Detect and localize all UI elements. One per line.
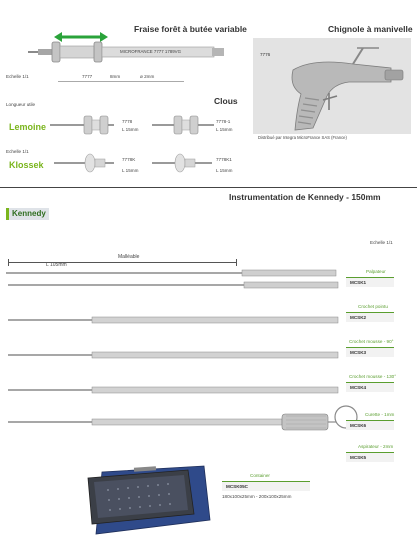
container-dims: 180x100x25mm - 200x100x25mm <box>222 494 292 499</box>
nail-len-3: L 15mm <box>122 168 139 173</box>
fraise-underline <box>58 81 184 82</box>
instrument-name-3: Crochet mousse - 90° <box>349 339 394 344</box>
length-dimension-line <box>8 262 236 263</box>
length-dim-tick-right <box>236 259 237 266</box>
malleable-label: Malléable <box>118 254 140 260</box>
container-ref: MCSK05C <box>222 481 310 491</box>
chignole-note: Distribué par Integra MicroFrance SAS (France) <box>258 135 347 140</box>
instrument-curette <box>8 385 342 395</box>
instrument-ref-1: MCSK1 <box>346 277 394 287</box>
nail-ref-2: 7778-1 <box>216 119 231 124</box>
instrument-ref-3: MCSK3 <box>346 347 394 357</box>
kennedy-tag-label: Kennedy <box>12 209 46 218</box>
chignole-title: Chignole à manivelle <box>328 24 413 34</box>
fraise-title: Fraise forêt à butée variable <box>134 24 247 34</box>
instrument-name-6: Aspirateur - 2mm <box>358 444 394 449</box>
section-divider <box>0 187 417 188</box>
kennedy-tag <box>6 208 49 220</box>
chignole-ref: 7776 <box>260 52 271 57</box>
nail-klossek-2 <box>152 152 214 174</box>
instrument-name-5: Curette - 1mm <box>365 412 395 417</box>
instrument-aspirateur <box>8 404 362 446</box>
nail-len-2: L 15mm <box>216 127 233 132</box>
nail-lemoine-2 <box>152 114 216 136</box>
instrument-crochet-pointu <box>8 280 342 290</box>
instrument-name-1: Palpateur <box>366 269 386 274</box>
nail-len-1: L 15mm <box>122 127 139 132</box>
length-label: L 105mm <box>46 262 67 268</box>
kennedy-scale: Echelle 1/1 <box>370 240 393 245</box>
instrument-name-4: Crochet mousse - 130° <box>349 374 397 379</box>
instrument-crochet-mousse-130 <box>8 350 342 360</box>
nail-klossek-1 <box>54 152 116 174</box>
instrument-ref-5: MCSK6 <box>346 420 394 430</box>
nail-lemoine-1 <box>50 114 116 136</box>
instrument-ref-2: MCSK2 <box>346 312 394 322</box>
nail-ref-3: 7778K <box>122 157 136 162</box>
instrument-palpateur <box>6 268 340 278</box>
fraise-dim1: 8mm <box>110 74 121 79</box>
nail-len-4: L 15mm <box>216 168 233 173</box>
fraise-scale: Echelle 1/1 <box>6 74 29 79</box>
fraise-brand-text: MICROFRANCE 7777 1789VG <box>120 49 182 54</box>
chignole-photo <box>253 38 411 134</box>
fraise-dim2: ø 2mm <box>140 74 155 79</box>
clous-useful-length: Longueur utile <box>6 102 36 107</box>
instrument-name-2: Crochet pointu <box>358 304 388 309</box>
instrument-ref-4: MCSK4 <box>346 382 394 392</box>
clous-scale: Echelle 1/1 <box>6 149 29 154</box>
container-name: Container <box>250 473 270 478</box>
container-photo <box>84 464 212 538</box>
fraise-ref: 7777 <box>82 74 93 79</box>
klossek-label: Klossek <box>9 160 44 170</box>
nail-ref-1: 7778 <box>122 119 133 124</box>
instrument-ref-6: MCSK5 <box>346 452 394 462</box>
clous-title: Clous <box>214 96 238 106</box>
length-dim-tick-left <box>8 259 9 266</box>
kennedy-section-title: Instrumentation de Kennedy - 150mm <box>229 192 381 202</box>
lemoine-label: Lemoine <box>9 122 47 132</box>
nail-ref-4: 7778K1 <box>216 157 232 162</box>
instrument-crochet-mousse-90 <box>8 315 342 325</box>
